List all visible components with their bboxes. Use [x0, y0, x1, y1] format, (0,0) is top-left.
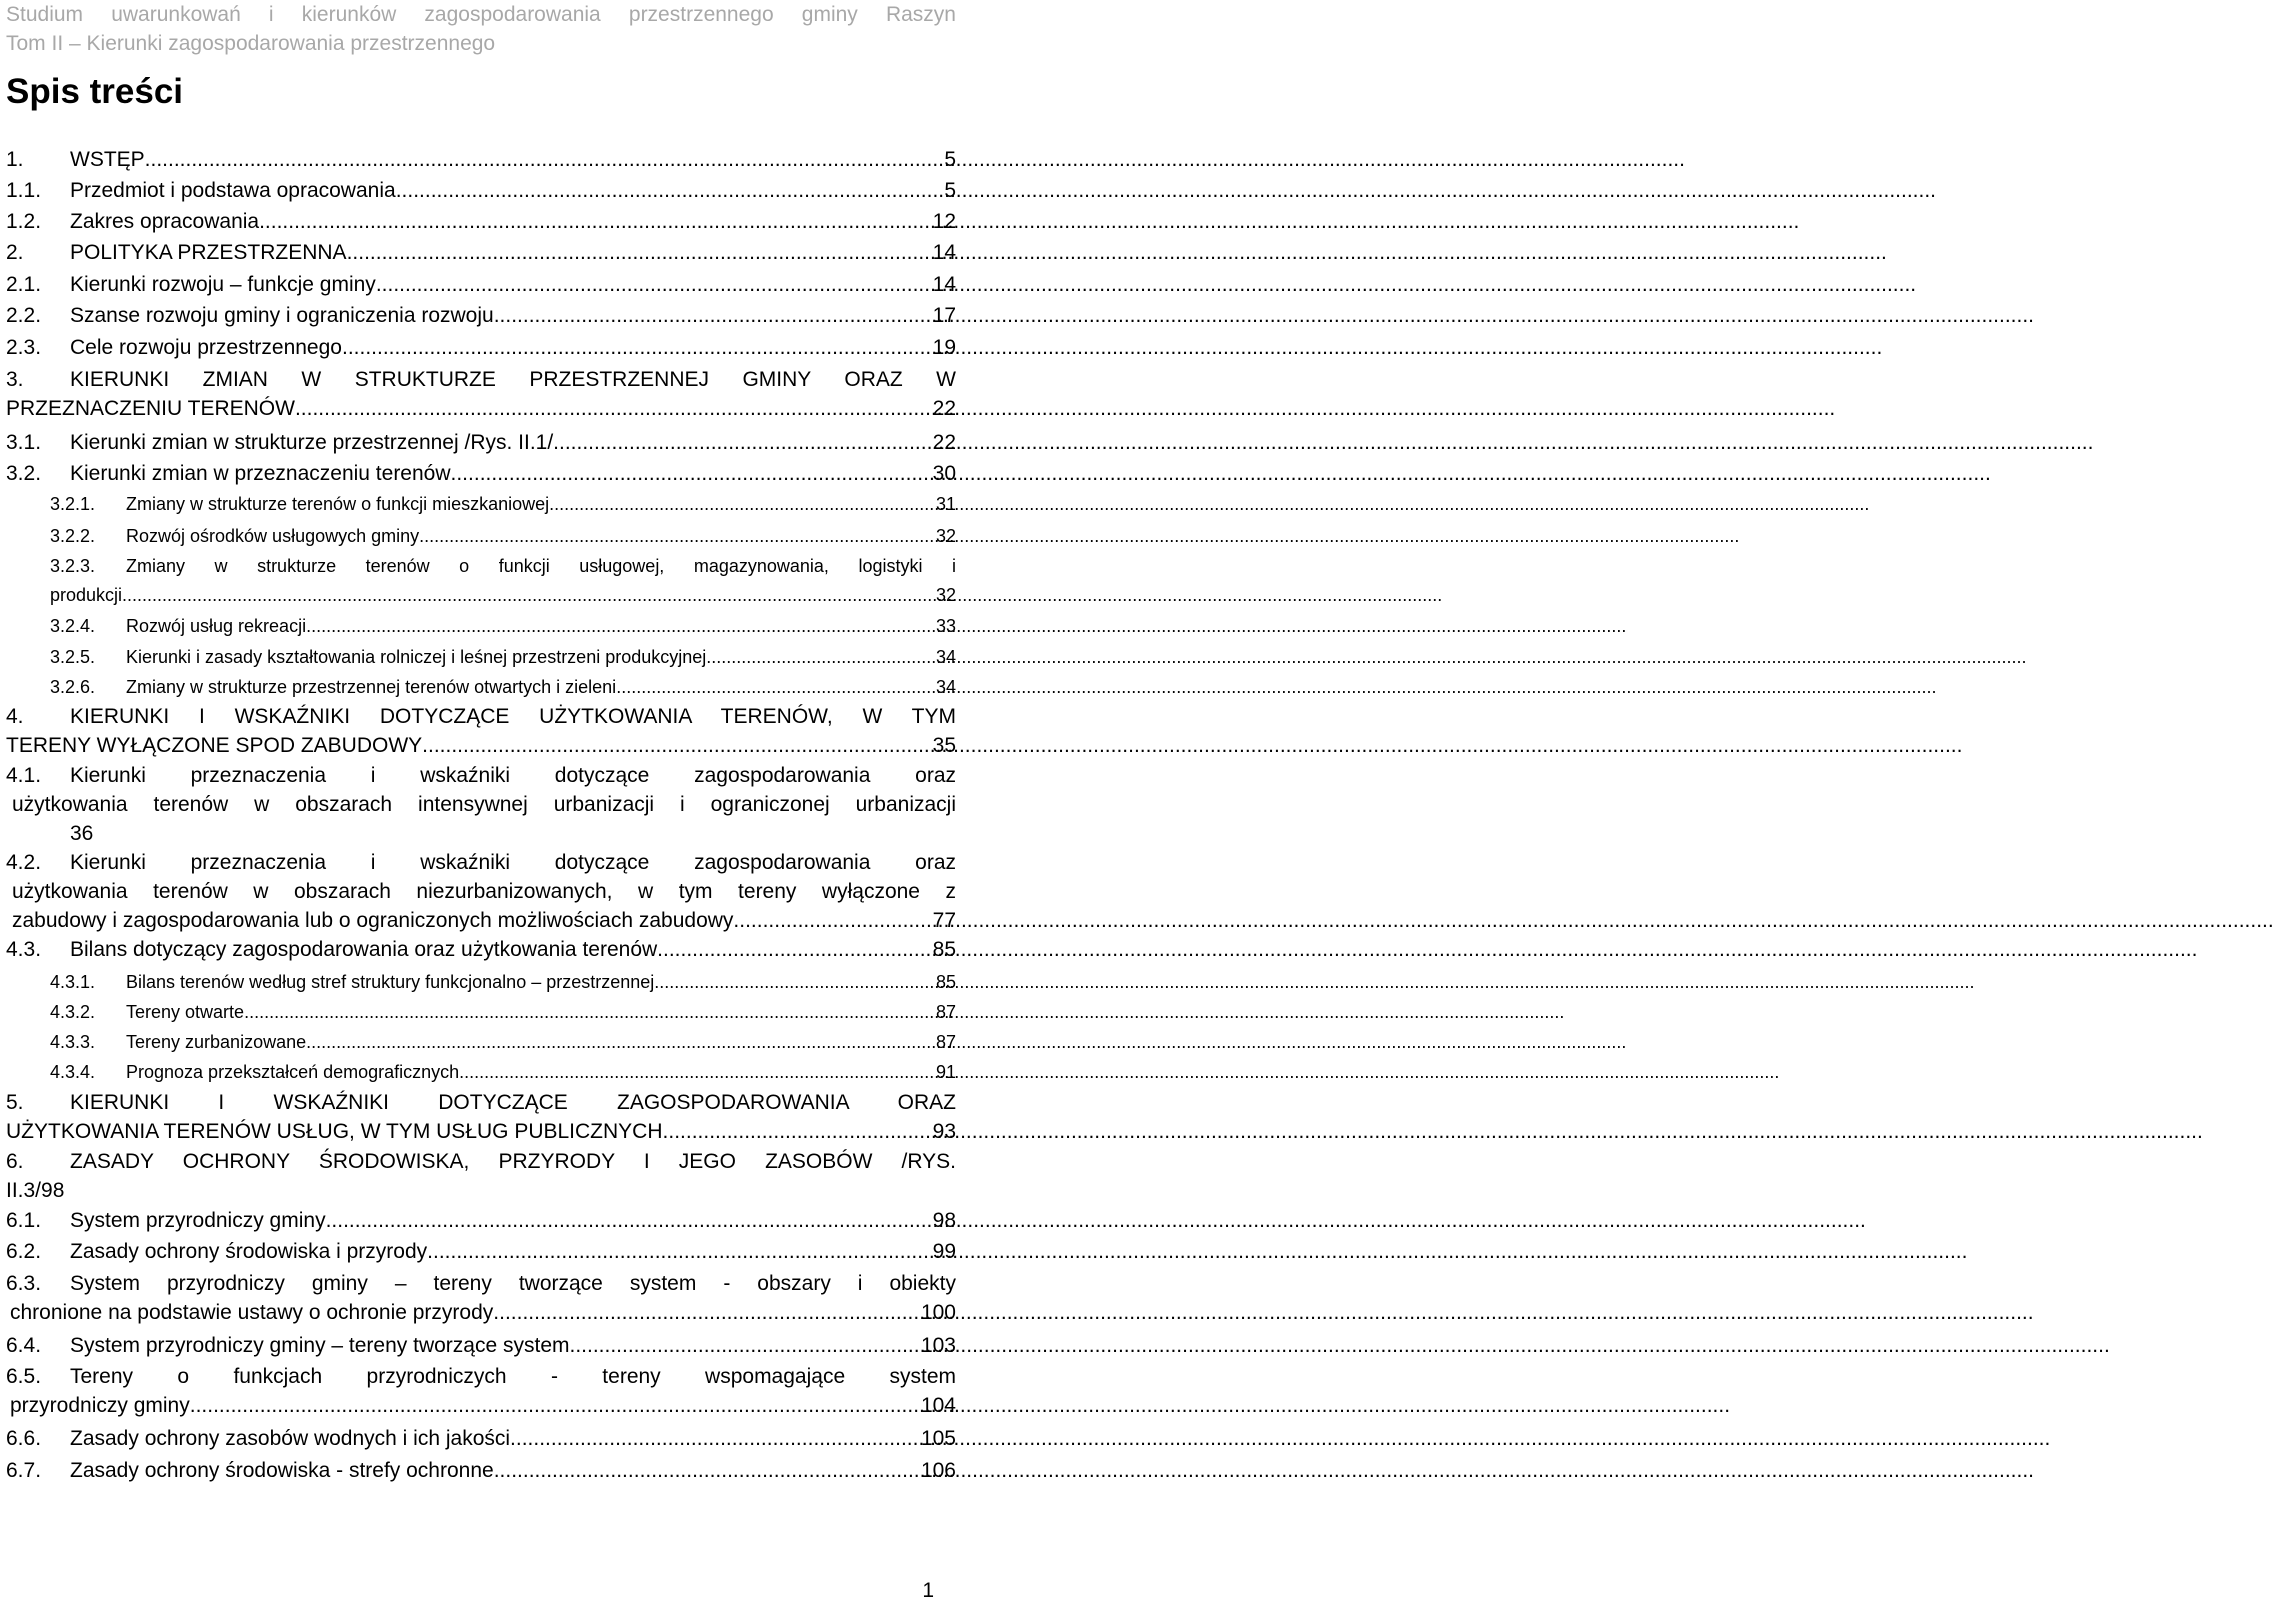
toc-entry-number: 6.1. — [6, 1209, 42, 1232]
toc-entry-number: 3.2.1. — [50, 494, 96, 514]
toc-entry-number: 2.3. — [6, 336, 42, 359]
toc-entry-title: Kierunki i zasady kształtowania rolniczej i leśnej przestrzeni produkcyjnej — [126, 647, 707, 667]
toc-entry-title-continued: produkcji — [50, 585, 123, 605]
toc-entry-title: Kierunki zmian w strukturze przestrzennej /Rys. II.1/ — [70, 431, 554, 454]
toc-entry-number: 1.2. — [6, 210, 42, 233]
toc-entry-title: Zmiany w strukturze terenów o funkcji usługowej, magazynowania, logistyki i — [126, 556, 956, 576]
toc-dot-leader — [663, 1117, 933, 1146]
toc-entry-title: Zmiany w strukturze terenów o funkcji mieszkaniowej — [126, 494, 550, 514]
toc-entry[interactable] — [6, 1424, 956, 1453]
toc-entry-title-continued: II.3/98 — [6, 1179, 65, 1202]
toc-entry-page: 14 — [932, 273, 956, 296]
toc-entry-number: 6.7. — [6, 1459, 42, 1482]
toc-entry-page: 32 — [935, 585, 956, 605]
toc-entry-number: 3. — [6, 368, 24, 391]
toc-entry-page: 17 — [932, 304, 956, 327]
toc-dot-leader — [654, 968, 936, 997]
toc-entry[interactable] — [6, 1331, 956, 1360]
toc-entry[interactable] — [6, 1237, 956, 1266]
toc-dot-leader — [493, 1298, 921, 1327]
table-of-contents — [0, 0, 960, 1613]
toc-entry-number: 4.3. — [6, 938, 42, 961]
toc-entry[interactable] — [50, 612, 956, 641]
toc-entry-number: 3.1. — [6, 431, 42, 454]
toc-entry[interactable] — [6, 1362, 956, 1420]
toc-entry-page: 19 — [932, 336, 956, 359]
toc-dot-leader — [347, 238, 933, 267]
toc-dot-leader — [190, 1391, 921, 1420]
toc-entry-title: WSTĘP — [70, 148, 145, 171]
toc-entry-title: Szanse rozwoju gminy i ograniczenia rozwoju — [70, 304, 494, 327]
toc-entry[interactable] — [6, 145, 956, 174]
toc-entry-title: KIERUNKI I WSKAŹNIKI DOTYCZĄCE ZAGOSPODAROWANIA ORAZ — [70, 1091, 956, 1114]
toc-entry-number: 6. — [6, 1150, 24, 1173]
toc-entry[interactable] — [6, 1269, 956, 1327]
toc-entry-page: 87 — [935, 1002, 956, 1022]
toc-entry[interactable] — [50, 998, 956, 1027]
toc-entry-page: 12 — [932, 210, 956, 233]
toc-entry-page: 100 — [920, 1301, 956, 1324]
toc-entry-number: 4.1. — [6, 764, 42, 787]
toc-entry[interactable] — [6, 1088, 956, 1146]
toc-dot-leader — [733, 906, 932, 935]
toc-entry-page: 105 — [920, 1427, 956, 1450]
toc-dot-leader — [427, 1237, 932, 1266]
toc-dot-leader — [422, 731, 932, 760]
toc-entry-page: 91 — [935, 1062, 956, 1082]
toc-dot-leader — [342, 333, 933, 362]
toc-entry-page: 30 — [932, 462, 956, 485]
toc-entry[interactable] — [6, 1206, 956, 1235]
toc-entry-title: Kierunki przeznaczenia i wskaźniki dotyczące zagospodarowania oraz — [70, 851, 956, 874]
toc-entry[interactable] — [6, 1456, 956, 1485]
toc-entry-title: POLITYKA PRZESTRZENNA — [70, 241, 347, 264]
toc-entry-title: Rozwój ośrodków usługowych gminy — [126, 526, 420, 546]
toc-dot-leader — [396, 176, 945, 205]
toc-entry[interactable] — [6, 207, 956, 236]
toc-dot-leader — [616, 673, 936, 702]
toc-entry-title-continued: użytkowania terenów w obszarach niezurbanizowanych, w tym tereny wyłączone z — [12, 880, 956, 903]
toc-entry[interactable] — [6, 333, 956, 362]
toc-entry-number: 6.5. — [6, 1365, 42, 1388]
toc-entry-number: 4.3.2. — [50, 1002, 96, 1022]
toc-entry-title-continued: chronione na podstawie ustawy o ochronie przyrody — [10, 1301, 494, 1324]
toc-entry[interactable] — [6, 935, 956, 964]
toc-entry[interactable] — [6, 270, 956, 299]
toc-entry-title: Zasady ochrony zasobów wodnych i ich jakości — [70, 1427, 511, 1450]
toc-entry[interactable] — [50, 1028, 956, 1057]
toc-entry-number: 6.6. — [6, 1427, 42, 1450]
page-title: Spis treści — [6, 72, 184, 111]
toc-entry[interactable] — [50, 673, 956, 702]
toc-entry-number: 3.2. — [6, 462, 42, 485]
toc-entry-number: 4.3.4. — [50, 1062, 96, 1082]
toc-entry-title: Zmiany w strukturze przestrzennej terenów otwartych i zieleni — [126, 677, 617, 697]
toc-entry-page: 85 — [932, 938, 956, 961]
toc-entry-page: 36 — [70, 822, 94, 845]
toc-entry[interactable] — [6, 365, 956, 423]
toc-entry-page: 103 — [920, 1334, 956, 1357]
toc-dot-leader — [244, 998, 936, 1027]
toc-entry-number: 3.2.2. — [50, 526, 96, 546]
toc-entry-page: 35 — [932, 734, 956, 757]
toc-entry-page: 106 — [920, 1459, 956, 1482]
toc-entry[interactable] — [6, 428, 956, 457]
running-header-line-2: Tom II – Kierunki zagospodarowania przestrzennego — [6, 32, 496, 55]
toc-dot-leader — [510, 1424, 921, 1453]
toc-entry[interactable] — [6, 761, 956, 848]
toc-entry-title: Tereny zurbanizowane — [126, 1032, 307, 1052]
toc-entry-title: Bilans dotyczący zagospodarowania oraz użytkowania terenów — [70, 938, 658, 961]
toc-entry-title: Zasady ochrony środowiska - strefy ochronne — [70, 1459, 494, 1482]
toc-dot-leader — [295, 394, 933, 423]
toc-dot-leader — [570, 1331, 921, 1360]
toc-entry[interactable] — [50, 968, 956, 997]
toc-entry-page: 5 — [944, 179, 956, 202]
toc-entry-title: Rozwój usług rekreacji — [126, 616, 307, 636]
toc-entry-page: 77 — [932, 909, 956, 932]
toc-entry-page: 104 — [920, 1394, 956, 1417]
toc-entry-page: 32 — [935, 526, 956, 546]
toc-entry-page: 14 — [932, 241, 956, 264]
toc-entry[interactable] — [6, 702, 956, 760]
toc-dot-leader — [494, 1456, 921, 1485]
toc-entry-title-continued: przyrodniczy gminy — [10, 1394, 190, 1417]
toc-entry-title: Kierunki rozwoju – funkcje gminy — [70, 273, 376, 296]
toc-entry-number: 5. — [6, 1091, 24, 1114]
toc-entry-number: 4.3.3. — [50, 1032, 96, 1052]
toc-dot-leader — [451, 459, 933, 488]
toc-entry-title: Przedmiot i podstawa opracowania — [70, 179, 396, 202]
toc-entry[interactable] — [6, 848, 956, 935]
toc-entry-number: 6.4. — [6, 1334, 42, 1357]
toc-entry-title: Zasady ochrony środowiska i przyrody — [70, 1240, 428, 1263]
toc-entry-title: Tereny o funkcjach przyrodniczych - tereny wspomagające system — [70, 1365, 956, 1388]
toc-dot-leader — [326, 1206, 933, 1235]
toc-dot-leader — [553, 428, 932, 457]
toc-entry[interactable] — [50, 490, 956, 519]
toc-entry[interactable] — [50, 643, 956, 672]
toc-entry-title: Zakres opracowania — [70, 210, 260, 233]
toc-entry-page: 98 — [932, 1209, 956, 1232]
toc-entry-page: 85 — [935, 972, 956, 992]
toc-entry-number: 2. — [6, 241, 24, 264]
toc-dot-leader — [706, 643, 936, 672]
toc-entry[interactable] — [50, 522, 956, 551]
toc-dot-leader — [259, 207, 933, 236]
toc-entry[interactable] — [6, 176, 956, 205]
toc-dot-leader — [657, 935, 932, 964]
toc-entry-title: System przyrodniczy gminy — [70, 1209, 326, 1232]
toc-entry-title: KIERUNKI I WSKAŹNIKI DOTYCZĄCE UŻYTKOWANIA TERENÓW, W TYM — [70, 705, 956, 728]
toc-entry-number: 4.3.1. — [50, 972, 96, 992]
toc-entry-title: ZASADY OCHRONY ŚRODOWISKA, PRZYRODY I JEGO ZASOBÓW /RYS. — [70, 1150, 956, 1173]
toc-entry-number: 3.2.5. — [50, 647, 96, 667]
toc-entry[interactable] — [6, 301, 956, 330]
toc-entry-page: 34 — [935, 677, 956, 697]
toc-entry[interactable] — [50, 1058, 956, 1087]
toc-entry[interactable] — [50, 552, 956, 610]
toc-entry-title: Tereny otwarte — [126, 1002, 245, 1022]
toc-entry-page: 22 — [932, 397, 956, 420]
toc-entry-number: 2.2. — [6, 304, 42, 327]
toc-entry-title: System przyrodniczy gminy – tereny tworzące system - obszary i obiekty — [70, 1272, 956, 1295]
toc-entry-number: 1.1. — [6, 179, 42, 202]
toc-dot-leader — [419, 522, 936, 551]
toc-entry-page: 93 — [932, 1120, 956, 1143]
toc-dot-leader — [494, 301, 933, 330]
toc-entry[interactable] — [6, 1147, 956, 1205]
running-header-line-1: Studium uwarunkowań i kierunków zagospodarowania przestrzennego gminy Raszyn — [6, 3, 956, 26]
toc-dot-leader — [459, 1058, 936, 1087]
toc-entry-page: 87 — [935, 1032, 956, 1052]
toc-entry-title: System przyrodniczy gminy – tereny tworzące system — [70, 1334, 570, 1357]
toc-entry-number: 2.1. — [6, 273, 42, 296]
toc-dot-leader — [306, 612, 936, 641]
toc-entry-title: Bilans terenów według stref struktury funkcjonalno – przestrzennej — [126, 972, 655, 992]
toc-dot-leader — [549, 490, 936, 519]
toc-entry-page: 31 — [935, 494, 956, 514]
toc-entry-page: 22 — [932, 431, 956, 454]
toc-entry-number: 1. — [6, 148, 24, 171]
toc-entry-page: 34 — [935, 647, 956, 667]
toc-entry-title-continued: UŻYTKOWANIA TERENÓW USŁUG, W TYM USŁUG PUBLICZNYCH — [6, 1120, 663, 1143]
toc-entry-number: 3.2.4. — [50, 616, 96, 636]
toc-entry-number: 6.2. — [6, 1240, 42, 1263]
toc-entry-number: 3.2.3. — [50, 556, 96, 576]
toc-entry-title: KIERUNKI ZMIAN W STRUKTURZE PRZESTRZENNEJ GMINY ORAZ W — [70, 368, 956, 391]
toc-dot-leader — [122, 581, 936, 610]
toc-entry[interactable] — [6, 238, 956, 267]
toc-entry-title: Cele rozwoju przestrzennego — [70, 336, 342, 359]
toc-entry-page: 33 — [935, 616, 956, 636]
toc-dot-leader — [376, 270, 933, 299]
toc-entry-title: Kierunki przeznaczenia i wskaźniki dotyczące zagospodarowania oraz — [70, 764, 956, 787]
toc-entry-title: Prognoza przekształceń demograficznych — [126, 1062, 460, 1082]
toc-entry[interactable] — [6, 459, 956, 488]
toc-entry-number: 3.2.6. — [50, 677, 96, 697]
toc-entry-number: 6.3. — [6, 1272, 42, 1295]
toc-entry-title-continued: PRZEZNACZENIU TERENÓW — [6, 397, 295, 420]
toc-entry-title-continued: zabudowy i zagospodarowania lub o ograniczonych możliwościach zabudowy — [12, 909, 734, 932]
toc-dot-leader — [306, 1028, 936, 1057]
toc-entry-title-continued: TERENY WYŁĄCZONE SPOD ZABUDOWY — [6, 734, 423, 757]
toc-entry-title: Kierunki zmian w przeznaczeniu terenów — [70, 462, 451, 485]
toc-entry-page: 5 — [944, 148, 956, 171]
toc-entry-page: 99 — [932, 1240, 956, 1263]
toc-entry-number: 4.2. — [6, 851, 42, 874]
page-number: 1 — [922, 1579, 934, 1602]
toc-dot-leader — [145, 145, 945, 174]
toc-entry-number: 4. — [6, 705, 24, 728]
toc-entry-title-continued: użytkowania terenów w obszarach intensywnej urbanizacji i ograniczonej urbanizacji — [12, 793, 956, 816]
